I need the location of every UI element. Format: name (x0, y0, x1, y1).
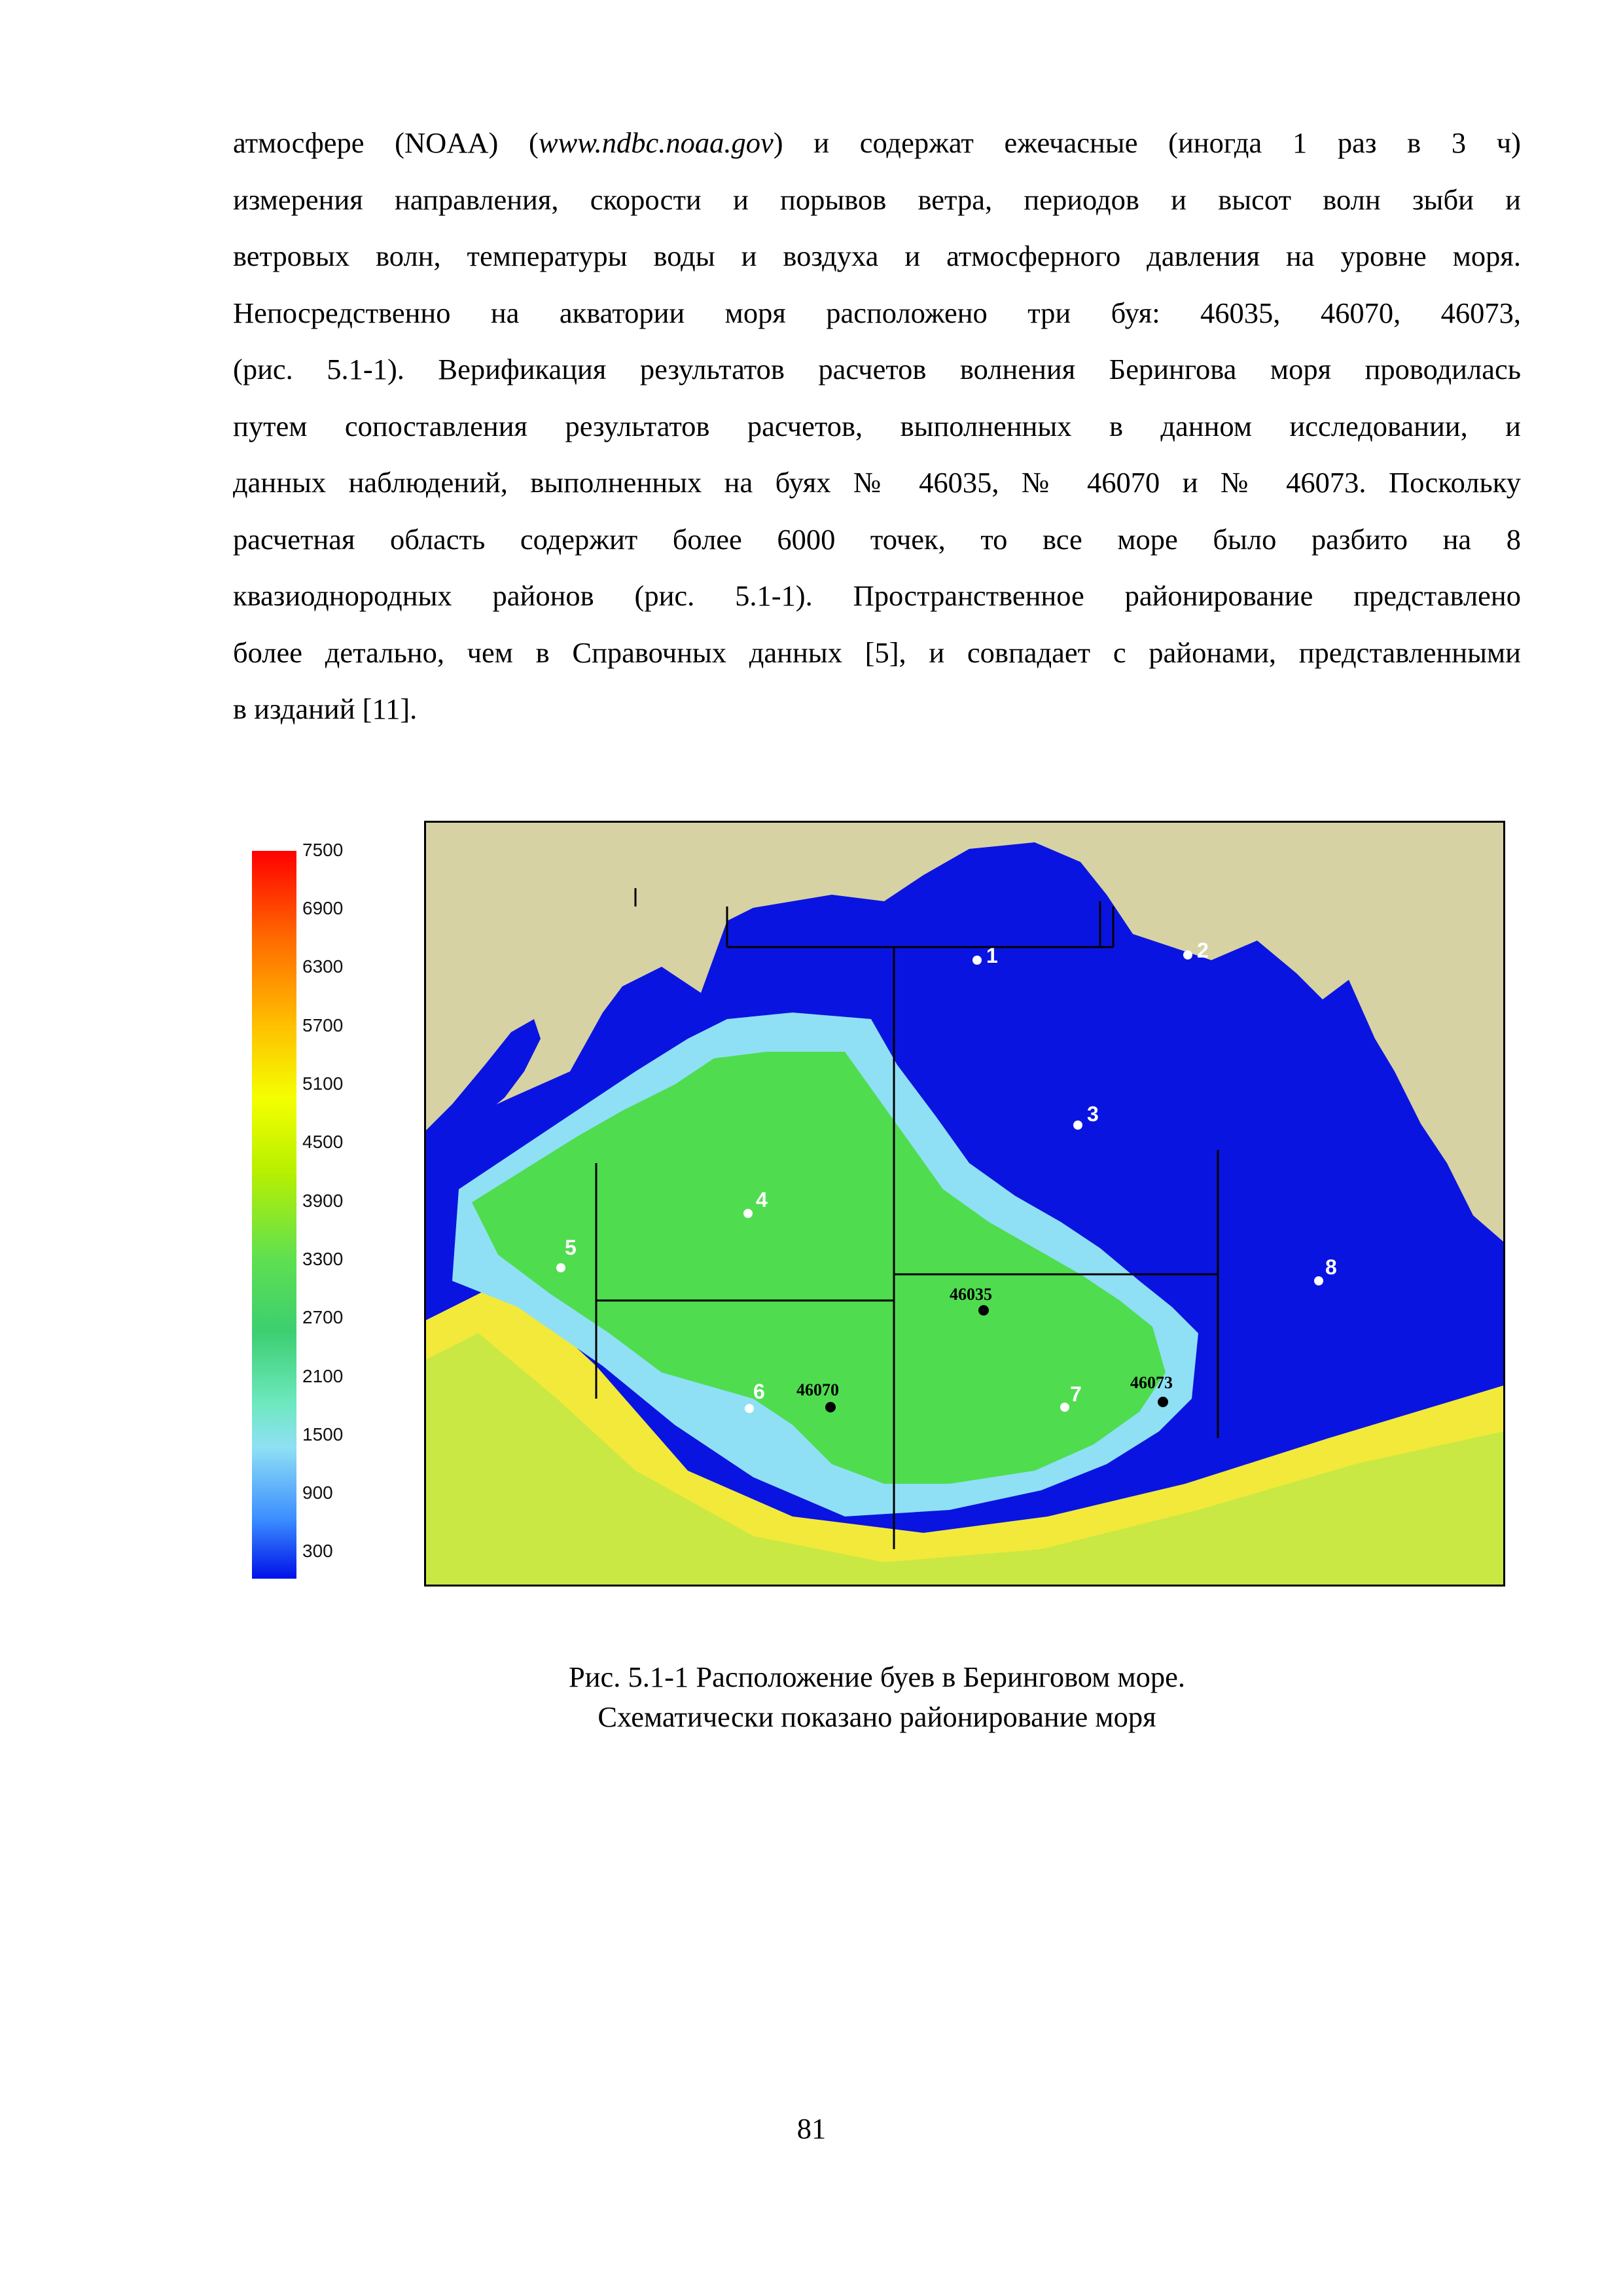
figure-caption-line: Схематически показано районирование моря (597, 1700, 1156, 1733)
region-dot (972, 956, 982, 965)
colorbar-tick: 6300 (302, 956, 344, 977)
colorbar-tick: 6900 (302, 898, 344, 918)
colorbar-tick: 900 (302, 1482, 333, 1503)
region-dot (743, 1209, 753, 1218)
region-dot (1073, 1121, 1082, 1130)
colorbar-tick: 7500 (302, 840, 344, 860)
colorbar-tick: 3900 (302, 1191, 344, 1211)
buoy-dot (1158, 1397, 1168, 1407)
colorbar-tick: 3300 (302, 1249, 344, 1269)
text-line: квазиоднородных районов (рис. 5.1-1). Пространственное районирование представлено (233, 579, 1521, 612)
page-number: 81 (796, 2112, 827, 2145)
region-label: 1 (986, 944, 998, 967)
figure-caption-line: Рис. 5.1-1 Расположение буев в Беринговом море. (568, 1660, 1186, 1693)
colorbar-tick: 5700 (302, 1015, 344, 1035)
region-label: 6 (753, 1380, 765, 1403)
text-line: измерения направления, скорости и порывов ветра, периодов и высот волн зыби и (233, 183, 1521, 216)
region-label: 5 (565, 1236, 577, 1259)
text-line: (рис. 5.1-1). Верификация результатов расчетов волнения Берингова моря проводилась (233, 353, 1521, 386)
region-dot (1183, 950, 1192, 960)
region-dot (1314, 1276, 1323, 1285)
text-line: ветровых волн, температуры воды и воздуха и атмосферного давления на уровне моря. (233, 240, 1521, 272)
text-line: расчетная область содержит более 6000 точек, то все море было разбито на 8 (233, 522, 1521, 556)
colorbar-tick: 2700 (302, 1307, 344, 1327)
colorbar-tick: 4500 (302, 1132, 344, 1152)
text-line: атмосфере (NOAA) (www.ndbc.noaa.gov) и содержат ежечасные (иногда 1 раз в 3 ч) (233, 126, 1521, 159)
region-dot (745, 1404, 754, 1413)
depth-colorbar (252, 851, 296, 1579)
text-line: Непосредственно на акватории моря расположено три буя: 46035, 46070, 46073, (233, 296, 1521, 329)
buoy-label: 46035 (950, 1285, 992, 1304)
body-paragraph (233, 115, 1521, 738)
buoy-dot (978, 1305, 989, 1316)
buoy-label: 46073 (1130, 1373, 1173, 1392)
region-dot (556, 1263, 565, 1272)
colorbar-tick: 5100 (302, 1073, 344, 1094)
noaa-url: www.ndbc.noaa.gov (538, 126, 774, 159)
colorbar-tick: 300 (302, 1541, 333, 1561)
region-label: 8 (1325, 1255, 1337, 1279)
bering-sea-map (424, 821, 1505, 1587)
text-line: более детально, чем в Справочных данных [5], и совпадает с районами, представленными (233, 636, 1521, 669)
text-line: путем сопоставления результатов расчетов, выполненных в данном исследовании, и (233, 409, 1521, 442)
text-line: данных наблюдений, выполненных на буях № 46035, № 46070 и № 46073. Поскольку (233, 466, 1521, 499)
map-canvas (426, 823, 1503, 1585)
region-label: 4 (756, 1188, 768, 1211)
text-line: в изданий [11]. (233, 692, 418, 725)
region-dot (1060, 1403, 1069, 1412)
region-label: 2 (1197, 939, 1209, 962)
colorbar-tick: 2100 (302, 1366, 344, 1386)
buoy-label: 46070 (796, 1380, 839, 1399)
buoy-dot (825, 1402, 836, 1412)
region-label: 3 (1087, 1102, 1099, 1126)
region-label: 7 (1070, 1382, 1082, 1406)
colorbar-tick: 1500 (302, 1424, 344, 1444)
